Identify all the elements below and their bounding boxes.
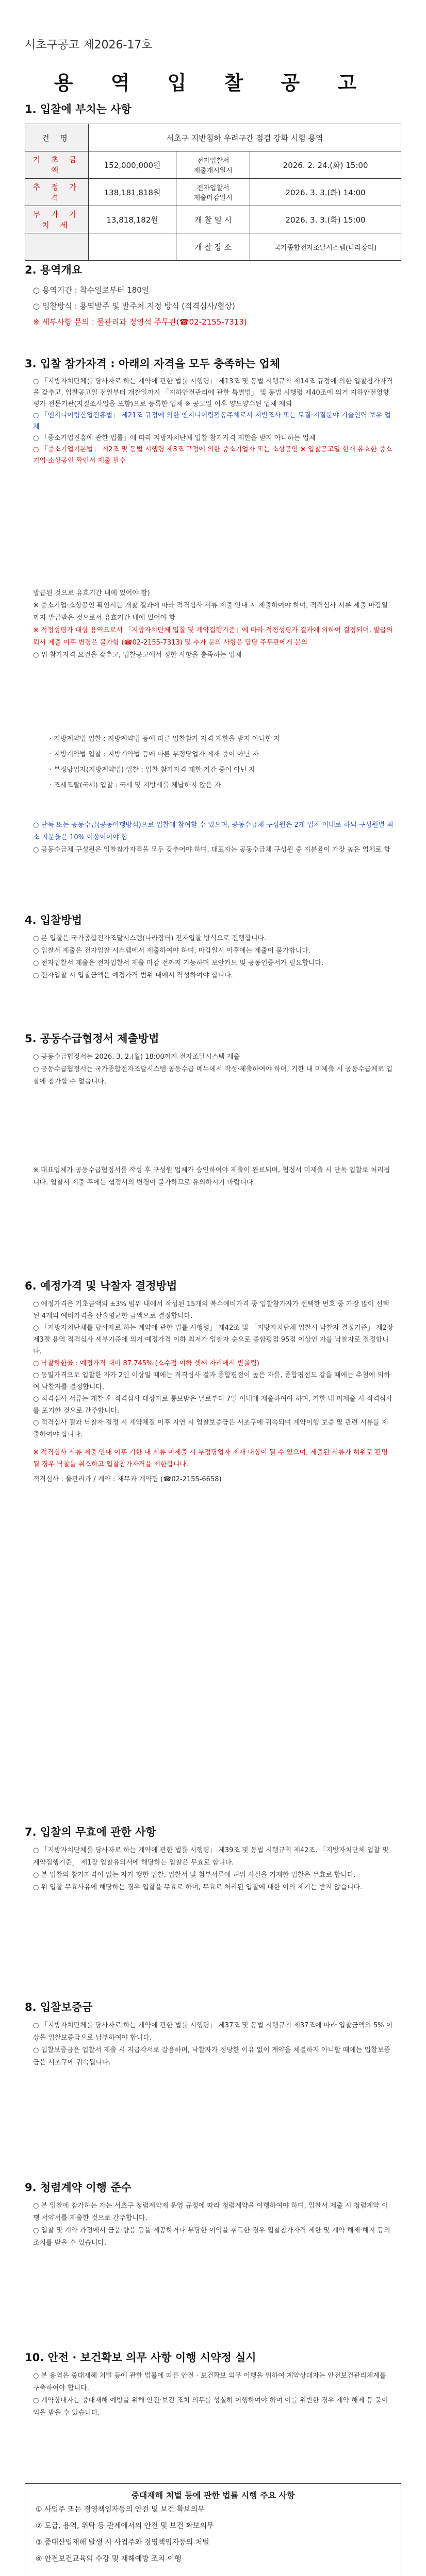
- section-3-heading: 3. 입찰 참가자격 : 아래의 자격을 모두 충족하는 업체: [25, 358, 281, 370]
- section-4-body: ○ 본 입찰은 국가종합전자조달시스템(나라장터) 전자입찰 방식으로 진행합니다. ○ 입찰서 제출은 전자입찰 시스템에서 제출하여야 하며, 마감일시 이후에는 제출이 불가합니다. ○ 전자입찰서 제출은 전자입찰서 제출 마감 전까지 가능하며 보안카드 및 공동인증서가 필요합니다. ○ 전자입찰 시 입찰금액은 예정가격 범위 내에서 작성하여야 합니다.: [33, 935, 324, 979]
- section-2-heading: 2. 용역개요: [25, 264, 83, 276]
- project-name: 서초구 지반침하 우려구간 점검 강화 시험 용역: [89, 124, 401, 151]
- page-title: 용 역 입 찰 공 고: [54, 72, 372, 94]
- section-3-sub: · 지방계약법 입찰 : 지방계약법 등에 따른 입찰참가 자격 제한을 받지 아니한 자 · 지방계약법 입찰 : 지방계약법 등에 따른 부정당업자 제재 중이 아닌 자 · 부정당업자(지방계약법) 입찰 : 입찰 참가자격 제한 기간 중이 아닌 자 · 조세포탈(국세) 입찰 : 국세 및 지방세를 체납하지 않은 자: [50, 735, 281, 789]
- section-3-tail: ○ 단독 또는 공동수급(공동이행방식)으로 입찰에 참여할 수 있으며, 공동수급체 구성원은 2개 업체 이내로 하되 구성원별 최소 지분율은 10% 이상이어야 함 ○ 공동수급체 구성원은 입찰참가자격을 모두 갖추어야 하며, 대표자는 공동수급체 구성원 중 지분율이 가장 높은 업체로 함: [33, 821, 394, 854]
- section-6-heading: 6. 예정가격 및 낙찰자 결정방법: [25, 1280, 177, 1292]
- section-10-heading: 10. 안전 · 보건확보 의무 사항 이행 시약정 실시: [25, 2351, 256, 2364]
- section-5-heading: 5. 공동수급협정서 제출방법: [25, 1032, 159, 1045]
- section-1-heading: 1. 입찰에 부치는 사항: [25, 103, 132, 115]
- section-4-heading: 4. 입찰방법: [25, 914, 83, 926]
- section-8-body: ○ 「지방자치단체를 당사자로 하는 계약에 관한 법률 시행령」 제37조 및 동법 시행규칙 제37조에 따라 입찰금액의 5% 이상을 입찰보증금으로 납부하여야 합니다. ○ 입찰보증금은 입찰서 제출 시 지급각서로 갈음하며, 낙찰자가 정당한 이유 없이 계약을 체결하지 아니할 때에는 입찰보증금은 서초구에 귀속됩니다.: [33, 2022, 393, 2066]
- table-row: 개 찰 장 소 국가종합전자조달시스템(나라장터): [25, 233, 401, 261]
- project-head: 건 명: [25, 124, 89, 151]
- section-7-heading: 7. 입찰의 무효에 관한 사항: [25, 1826, 156, 1838]
- bid-info-table: [25, 124, 401, 261]
- section-2-body: ○ 용역기간 : 착수일로부터 180일 ○ 입찰방식 : 용역발주 및 발주처 지정 방식 (적격심사/협상) ※ 세부사항 문의 : 물관리과 정영석 주무관(☎02-2155-7313): [33, 285, 247, 327]
- section-3-notes: 발급된 것으로 유효기간 내에 있어야 함) ※ 중소기업·소상공인 확인서는 개찰 결과에 따라 적격심사 서류 제출 안내 시 제출하여야 하며, 적격심사 서류 제출 마감일까지 발급받은 것으로서 유효기간 내에 있어야 함 ※ 적정성평가 대상 용역으로서 「지방자치단체 입찰 및 계약집행기준」에 따라 적정성평가 결과에 의하여 결정되며, 발급의뢰서 제출 이후 변경은 불가함 (☎02-2155-7313) 및 추가 문의 사항은 담당 주무관에게 문의 ○ 위 참가자격 요건을 갖추고, 입찰공고에서 정한 사항을 충족하는 업체: [33, 589, 393, 659]
- section-9-body: ○ 본 입찰에 참가하는 자는 서초구 청렴계약제 운영 규정에 따라 청렴계약을 이행하여야 하며, 입찰서 제출 시 청렴계약 이행 서약서를 제출한 것으로 간주합니다. ○ 입찰 및 계약 과정에서 금품·향응 등을 제공하거나 부당한 이익을 취득한 경우 입찰참가자격 제한 및 계약 해제·해지 등의 조치를 받을 수 있습니다.: [33, 2202, 390, 2247]
- table-row: 기 초 금 액 152,000,000원 전자입찰서 제출개시일시 2026. 2. 24.(화) 15:00: [25, 151, 401, 179]
- table-row: 부 가 가 치 세 13,818,182원 개 찰 일 시 2026. 3. 3.(화) 15:00: [25, 206, 401, 233]
- section-6-body: ○ 예정가격은 기초금액의 ±3% 범위 내에서 작성된 15개의 복수예비가격 중 입찰참가자가 선택한 번호 중 가장 많이 선택된 4개의 예비가격을 산술평균한 금액으로 결정합니다. ○ 「지방자치단체를 당사자로 하는 계약에 관한 법률 시행령」 제42조 및 「지방자치단체 입찰시 낙찰자 결정기준」 제2장 제3절 용역 적격심사 세부기준에 의거 예정가격 이하 최저가 입찰자 순으로 종합평점 95점 이상인 자를 낙찰자로 결정합니다. ○ 낙찰하한율 : 예정가격 대비 87.745% (소수점 이하 셋째 자리에서 반올림) ○ 동일가격으로 입찰한 자가 2인 이상일 때에는 적격심사 결과 종합평점이 높은 자를, 종합평점도 같을 때에는 추첨에 의하여 낙찰자를 결정합니다. ○ 적격심사 서류는 개찰 후 적격심사 대상자로 통보받은 날로부터 7일 이내에 제출하여야 하며, 기한 내 미제출 시 적격심사를 포기한 것으로 간주합니다. ○ 적격심사 결과 낙찰자 결정 시 계약체결 이후 지연 시 입찰보증금은 서초구에 귀속되며 계약이행 보증 및 관련 서류를 제출하여야 합니다. ※ 적격심사 서류 제출 안내 이후 기한 내 서류 미제출 시 부정당업자 제재 대상이 될 수 있으며, 제출된 서류가 허위로 판명될 경우 낙찰을 취소하고 입찰참가자격을 제한합니다. 적격심사 : 물관리과 / 계약 : 재무과 계약팀 (☎02-2155-6658): [33, 1300, 394, 1483]
- section-5-body: ○ 공동수급협정서는 2026. 3. 2.(월) 18:00까지 전자조달시스템 제출 ○ 공동수급협정서는 국가종합전자조달시스템 공동수급 메뉴에서 작성·제출하여야 하며, 기한 내 미제출 시 공동수급체로 입찰에 참가할 수 없습니다.: [33, 1053, 393, 1086]
- section-3-body: ○ 「지방자치단체를 당사자로 하는 계약에 관한 법률 시행령」 제13조 및 동법 시행규칙 제14조 규정에 의한 입찰참가자격을 갖추고, 입찰공고일 전일부터 개찰일까지 「지하안전관리에 관한 특별법」 및 동법 시행령 제40조에 의거 지하안전영향평가 전문기관(지질조사업을 포함)으로 등록한 업체 ※ 공고일 이후 양도양수된 업체 제외 ○ 「엔지니어링산업진흥법」 제21조 규정에 의한 엔지니어링활동주체로서 지반조사 또는 토질·지질분야 기술인력 보유 업체 ○ 「중소기업진흥에 관한 법률」에 따라 지방자치단체 입찰 참가자격 제한을 받지 아니하는 업체 ○ 「중소기업기본법」 제2조 및 동법 시행령 제3조 규정에 의한 중소기업자 또는 소상공인 ※ 입찰공고일 현재 유효한 중소기업·소상공인 확인서 제출 필수: [33, 378, 393, 465]
- section-7-body: ○ 「지방자치단체를 당사자로 하는 계약에 관한 법률 시행령」 제39조 및 동법 시행규칙 제42조, 「지방자치단체 입찰 및 계약집행기준」 제1장 입찰유의서에 해당하는 입찰은 무효로 합니다. ○ 본 입찰의 참가자격이 없는 자가 행한 입찰, 입찰서 및 첨부서류에 허위 사실을 기재한 입찰은 무효로 합니다. ○ 위 입찰 무효사유에 해당하는 경우 입찰을 무효로 하며, 무효로 처리된 입찰에 대한 이의 제기는 받지 않습니다.: [33, 1846, 389, 1891]
- section-8-heading: 8. 입찰보증금: [25, 2001, 93, 2013]
- table-row: 추 정 가 격 138,181,818원 전자입찰서 제출마감일시 2026. 3. 3.(화) 14:00: [25, 179, 401, 206]
- safety-info-box: 중대재해 처벌 등에 관한 법률 시행 주요 사항 ① 사업주 또는 경영책임자등의 안전 및 보건 확보의무 ② 도급, 용역, 위탁 등 관계에서의 안전 및 보건 확보의무 ③ 중대산업재해 발생 시 사업주와 경영책임자등의 처벌 ④ 안전보건교육의 수강 및 재해예방 조치 이행: [25, 2483, 401, 2576]
- section-5-note: ※ 대표업체가 공동수급협정서를 작성 후 구성원 업체가 승인하여야 제출이 완료되며, 협정서 미제출 시 단독 입찰로 처리됩니다. 입찰서 제출 후에는 협정서의 변경이 불가하므로 유의하시기 바랍니다.: [33, 1166, 390, 1187]
- section-9-heading: 9. 청렴계약 이행 준수: [25, 2181, 132, 2194]
- section-10-body: ○ 본 용역은 중대재해 처벌 등에 관한 법률에 따른 안전 · 보건확보 의무 이행을 위하여 계약상대자는 안전보건관리체계를 구축하여야 합니다. ○ 계약상대자는 중대재해 예방을 위해 안전·보건 조치 의무를 성실히 이행하여야 하며 이를 위반한 경우 계약 해제 등 불이익을 받을 수 있습니다.: [33, 2372, 388, 2417]
- notice-number: 서초구공고 제2026-17호: [25, 39, 153, 52]
